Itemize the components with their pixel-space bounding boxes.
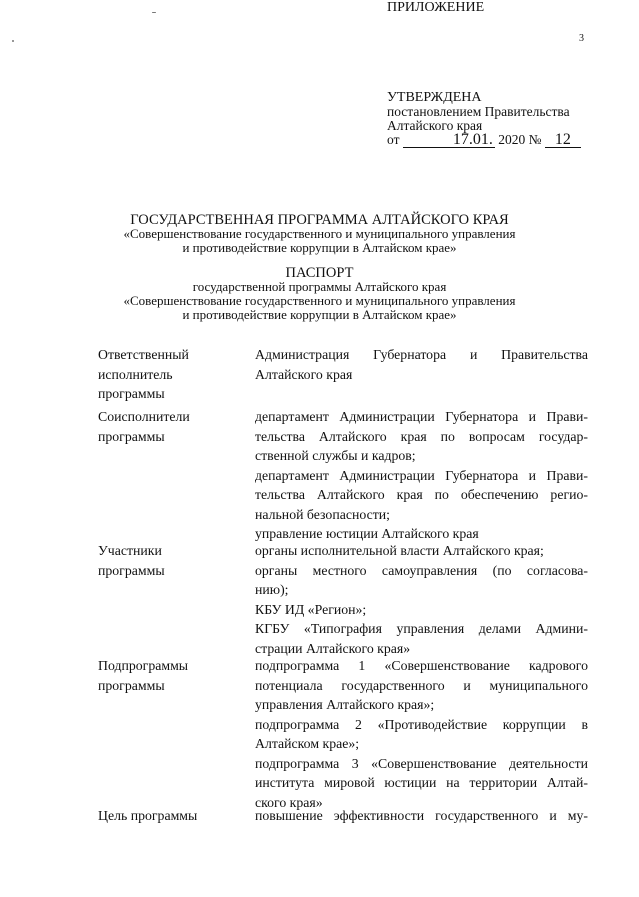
passport-header: [0, 266, 639, 322]
value-line: КБУ ИД «Регион»;: [255, 601, 367, 617]
decree-line-2: Алтайского края: [387, 118, 483, 133]
value-line: института мировой юстиции на территории Алтай-: [255, 775, 588, 790]
label-line: программы: [98, 562, 165, 578]
value-line: подпрограмма 2 «Противодействие коррупции в: [255, 716, 588, 732]
approved-label: УТВЕРЖДЕНА: [387, 90, 482, 105]
label-line: исполнитель: [98, 366, 173, 382]
row-value: [255, 656, 588, 812]
program-header: [0, 213, 639, 255]
row-value: [255, 407, 588, 544]
label-line: Соисполнители: [98, 409, 190, 424]
approval-block: [387, 91, 581, 147]
appendix-title: ПРИЛОЖЕНИЕ: [387, 0, 485, 15]
page-number: 3: [579, 33, 584, 44]
passport-title: ПАСПОРТ: [285, 265, 354, 281]
decree-line-1: постановлением Правительства: [387, 104, 570, 119]
value-line: нию);: [255, 582, 289, 597]
row-label: [98, 806, 238, 826]
decree-year: 2020 №: [498, 132, 542, 147]
value-line: Алтайском крае»;: [255, 736, 360, 751]
value-line: повышение эффективности государственного и му-: [255, 808, 588, 823]
decree-date-line: [387, 133, 581, 147]
value-line: управление юстиции Алтайского края: [255, 526, 479, 541]
value-line: органы местного самоуправления (по согласова-: [255, 562, 588, 578]
row-label: [98, 656, 238, 695]
row-label: [98, 407, 238, 446]
passport-line-2: «Совершенствование государственного и муниципального управления: [123, 293, 516, 308]
value-line: подпрограмма 3 «Совершенствование деятельности: [255, 755, 588, 771]
value-line: департамент Администрации Губернатора и Прави-: [255, 409, 588, 424]
row-value: [255, 345, 588, 384]
scan-speck: [12, 40, 14, 42]
label-line: Ответственный: [98, 347, 189, 362]
value-line: потенциала государственного и муниципального: [255, 677, 588, 693]
row-value: [255, 806, 588, 826]
value-line: тельства Алтайского края по вопросам государ-: [255, 428, 588, 444]
label-line: программы: [98, 428, 165, 444]
value-line: ского края»: [255, 794, 323, 810]
passport-line-3: и противодействие коррупции в Алтайском крае»: [182, 307, 457, 322]
row-label: [98, 541, 238, 580]
program-subtitle-line-2: и противодействие коррупции в Алтайском крае»: [182, 240, 457, 255]
program-title: ГОСУДАРСТВЕННАЯ ПРОГРАММА АЛТАЙСКОГО КРАЯ: [130, 212, 509, 228]
value-line: органы исполнительной власти Алтайского края;: [255, 543, 544, 558]
value-line: КГБУ «Типография управления делами Админи-: [255, 621, 588, 636]
decree-date: 17.01.: [403, 133, 495, 148]
value-line: департамент Администрации Губернатора и Прави-: [255, 467, 588, 483]
label-line: Подпрограммы: [98, 658, 189, 673]
passport-line-1: государственной программы Алтайского края: [192, 279, 447, 294]
value-line: управления Алтайского края»;: [255, 697, 435, 712]
value-line: ственной службы и кадров;: [255, 448, 416, 463]
label-line: Участники: [98, 543, 162, 558]
decree-number: 12: [545, 133, 581, 148]
scan-speck: [152, 12, 156, 13]
date-prefix: от: [387, 132, 400, 147]
label-line: Цель программы: [98, 808, 198, 823]
value-line: Администрация Губернатора и Правительства: [255, 347, 588, 362]
label-line: программы: [98, 677, 165, 693]
value-line: Алтайского края: [255, 366, 353, 382]
value-line: тельства Алтайского края по обеспечению регио-: [255, 487, 588, 502]
row-label: [98, 345, 238, 404]
value-line: нальной безопасности;: [255, 506, 390, 522]
program-subtitle-line-1: «Совершенствование государственного и муниципального управления: [123, 226, 516, 241]
label-line: программы: [98, 386, 165, 401]
value-line: страции Алтайского края»: [255, 640, 411, 656]
value-line: подпрограмма 1 «Совершенствование кадрового: [255, 658, 588, 673]
row-value: [255, 541, 588, 658]
